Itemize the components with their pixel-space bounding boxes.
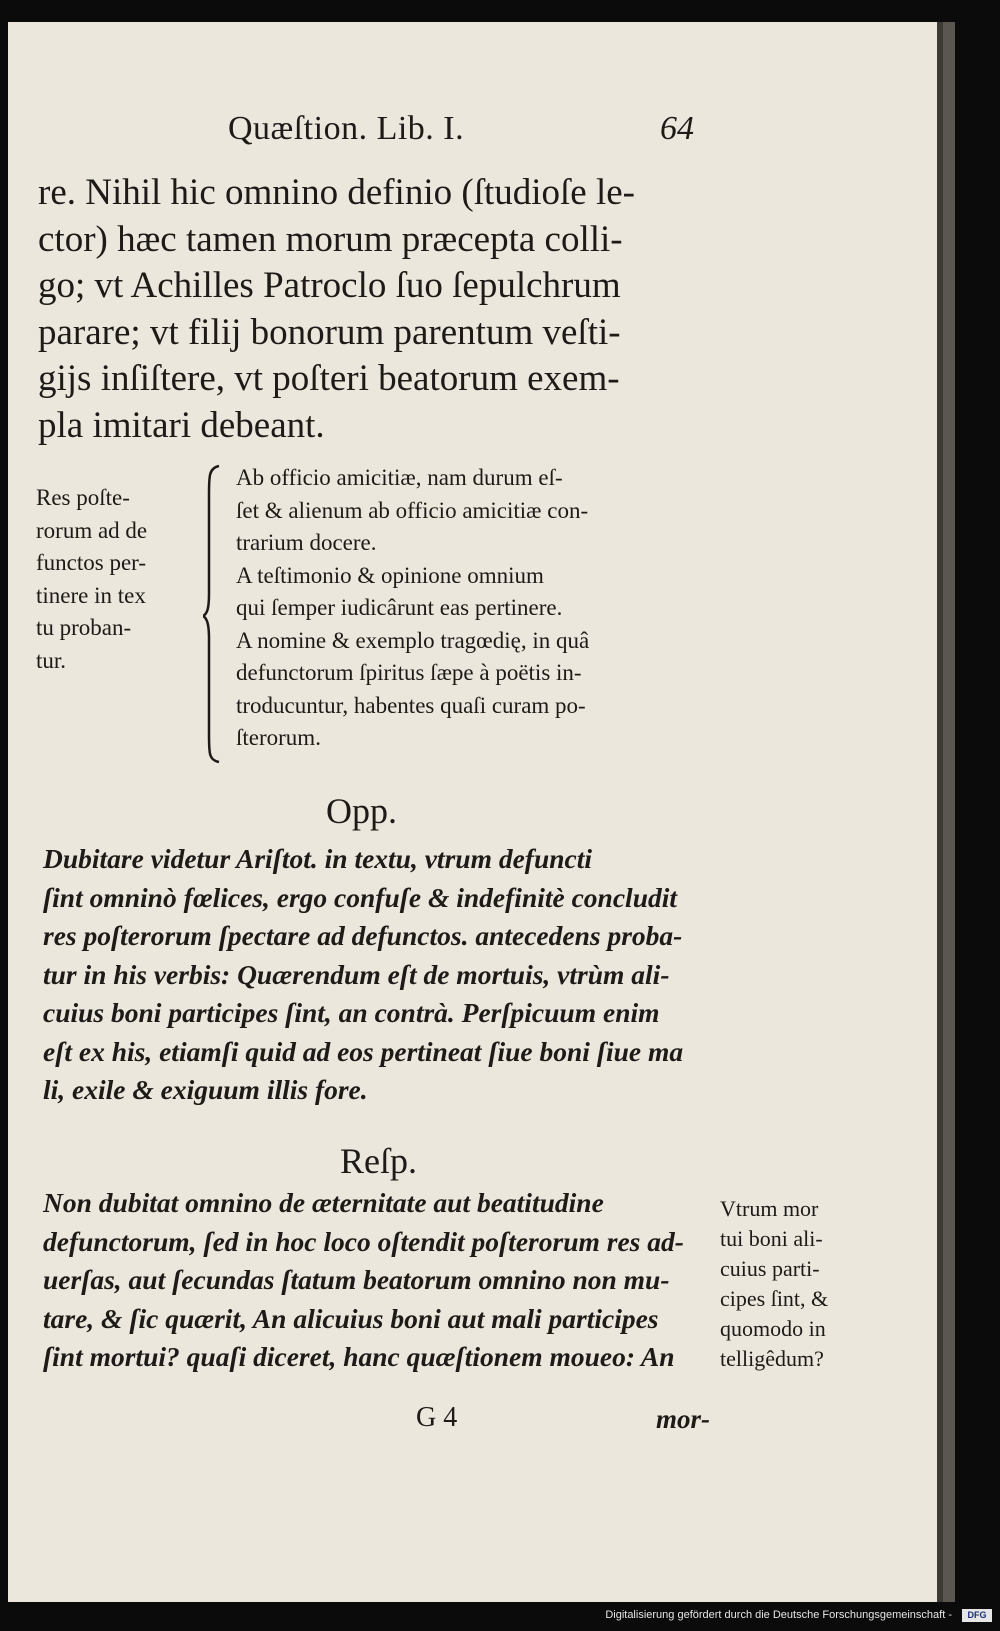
- brace-line: Ab officio amicitiæ, nam durum eſ-: [236, 465, 563, 490]
- text-line: defunctorum, ſed in hoc loco oſtendit poſterorum res ad-: [43, 1225, 684, 1257]
- page-number: 64: [660, 110, 694, 147]
- margin-line: Vtrum mor: [720, 1196, 819, 1221]
- text-line: cuius boni participes ſint, an contrà. Perſpicuum enim: [43, 997, 660, 1028]
- text-line: uerſas, aut ſecundas ſtatum beatorum omnino non mu-: [43, 1264, 670, 1295]
- margin-line: tu proban-: [36, 615, 132, 640]
- brace-line: defunctorum ſpiritus ſæpe à poëtis in-: [236, 660, 582, 685]
- book-page: [8, 22, 943, 1602]
- margin-line: tur.: [36, 647, 67, 673]
- right-margin-note: [720, 1194, 828, 1374]
- text-line: go; vt Achilles Patroclo ſuo ſepulchrum: [38, 265, 621, 306]
- opp-heading: Opp.: [326, 791, 397, 831]
- catchword: mor-: [656, 1404, 710, 1434]
- margin-line: tui boni ali-: [720, 1226, 823, 1251]
- text-line: tur in his verbis: Quærendum eſt de mortuis, vtrùm ali-: [43, 958, 670, 990]
- resp-heading: Reſp.: [340, 1141, 417, 1181]
- body-paragraph: [38, 170, 718, 449]
- text-line: pla imitari debeant.: [38, 404, 325, 446]
- resp-paragraph: [43, 1184, 684, 1377]
- page-edge: [943, 22, 955, 1602]
- brace-line: A nomine & exemplo tragœdię, in quâ: [236, 627, 590, 653]
- brace-line: trarium docere.: [236, 530, 377, 555]
- text-line: li, exile & exiguum illis fore.: [43, 1074, 368, 1105]
- brace-line: A teſtimonio & opinione omnium: [236, 562, 544, 588]
- text-line: ctor) hæc tamen morum præcepta colli-: [38, 218, 623, 260]
- margin-line: Res poſte-: [36, 485, 130, 510]
- brace-line: ſterorum.: [236, 725, 321, 750]
- margin-line: quomodo in: [720, 1316, 826, 1341]
- text-line: gijs inſiſtere, vt poſteri beatorum exem-: [38, 358, 620, 399]
- opp-paragraph: [43, 840, 683, 1110]
- brace-line: ſet & alienum ab officio amicitiæ con-: [236, 497, 589, 523]
- text-line: ſint mortui? quaſi diceret, hanc quæſtionem moueo: An: [43, 1341, 675, 1372]
- left-margin-note: [36, 482, 147, 677]
- text-line: Non dubitat omnino de æternitate aut beatitudine: [43, 1187, 604, 1218]
- page-header: [8, 110, 943, 160]
- text-line: re. Nihil hic omnino definio (ſtudioſe le-: [38, 172, 636, 213]
- margin-line: tinere in tex: [36, 582, 146, 608]
- brace-list: [236, 462, 589, 755]
- brace-line: troducuntur, habentes quaſi curam po-: [236, 692, 586, 718]
- running-title: Quæſtion. Lib. I.: [228, 110, 465, 147]
- text-line: Dubitare videtur Ariſtot. in textu, vtrum defuncti: [43, 843, 593, 874]
- margin-line: cuius parti-: [720, 1256, 820, 1281]
- curly-brace-icon: [203, 464, 223, 764]
- signature-mark: G 4: [416, 1402, 458, 1433]
- text-line: parare; vt filij bonorum parentum veſti-: [38, 311, 621, 353]
- dfg-logo: DFG: [962, 1609, 992, 1622]
- margin-line: cipes ſint, &: [720, 1286, 829, 1311]
- text-line: res poſterorum ſpectare ad defunctos. antecedens proba-: [43, 920, 683, 951]
- margin-line: functos per-: [36, 550, 147, 575]
- brace-line: qui ſemper iudicârunt eas pertinere.: [236, 595, 563, 620]
- text-line: eſt ex his, etiamſi quid ad eos pertineat ſiue boni ſiue ma: [43, 1035, 684, 1067]
- margin-line: rorum ad de: [36, 517, 148, 543]
- digitization-credit: Digitalisierung gefördert durch die Deutsche Forschungsgemeinschaft -: [605, 1609, 952, 1621]
- text-line: ſint omninò fœlices, ergo confuſe & indefinitè concludit: [43, 881, 678, 913]
- text-line: tare, & ſic quærit, An alicuius boni aut mali participes: [43, 1302, 659, 1334]
- margin-line: telligêdum?: [720, 1346, 824, 1371]
